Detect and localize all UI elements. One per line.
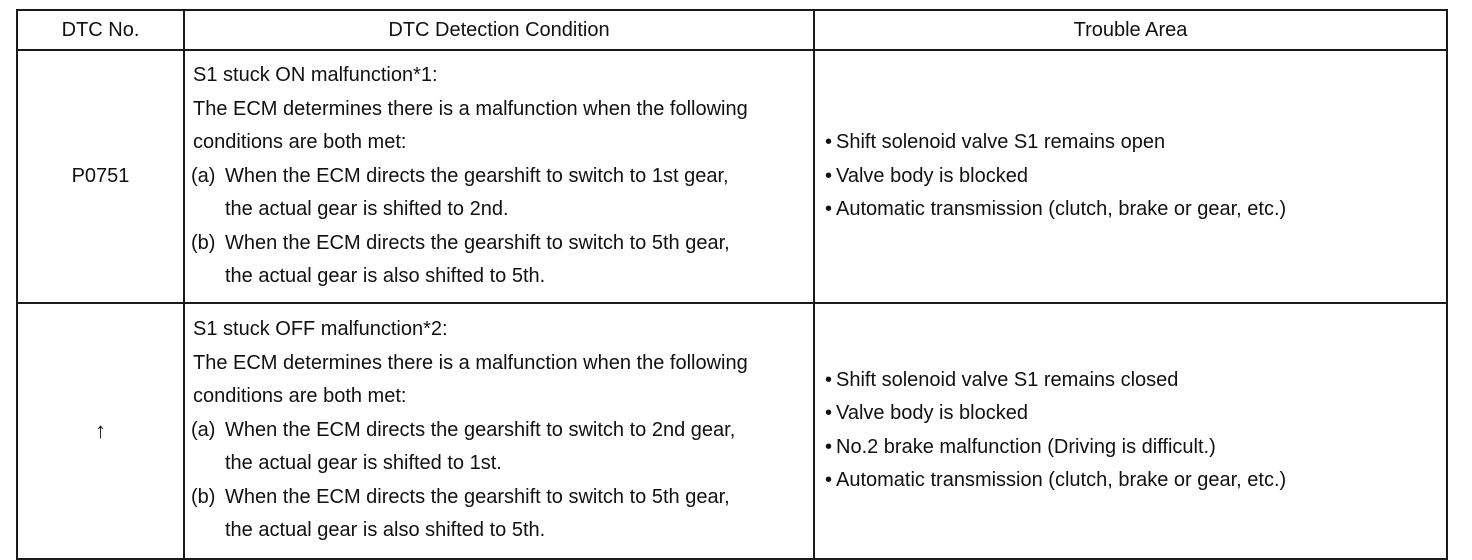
condition-item-label: (b): [191, 231, 216, 254]
list-item: [825, 160, 1440, 194]
condition-title: S1 stuck OFF malfunction*2:: [193, 318, 448, 341]
bullet-icon: •: [825, 402, 833, 424]
bullet-icon: •: [825, 164, 833, 187]
table-row: [17, 303, 1447, 559]
table-row: [17, 50, 1447, 303]
condition-item-text: When the ECM directs the gearshift to switch to 1st gear,: [225, 164, 729, 187]
dtc-code: P0751: [71, 164, 130, 187]
bullet-icon: •: [825, 131, 833, 153]
list-item: [825, 464, 1440, 498]
list-item: [825, 126, 1440, 160]
header-detection-condition: DTC Detection Condition: [184, 10, 814, 50]
condition-intro: The ECM determines there is a malfunction when the following: [193, 351, 748, 374]
trouble-area-text: No.2 brake malfunction (Driving is difficult.): [836, 435, 1216, 458]
list-item: [825, 193, 1440, 227]
condition-item-continuation: the actual gear is also shifted to 5th.: [225, 519, 546, 542]
condition-item: [191, 481, 807, 515]
condition-item-continuation: the actual gear is also shifted to 5th.: [225, 265, 546, 287]
list-item: [825, 397, 1440, 431]
bullet-icon: •: [825, 435, 833, 458]
detection-condition-cell: [184, 303, 814, 559]
trouble-area-list: [825, 364, 1440, 498]
condition-intro: conditions are both met:: [193, 385, 407, 408]
detection-condition-cell: [184, 50, 814, 303]
condition-intro: The ECM determines there is a malfunction when the following: [193, 97, 748, 120]
condition-intro: conditions are both met:: [193, 131, 407, 153]
header-dtc-no: DTC No.: [17, 10, 184, 50]
trouble-area-text: Shift solenoid valve S1 remains open: [836, 131, 1166, 153]
bullet-icon: •: [825, 198, 833, 220]
trouble-area-text: Shift solenoid valve S1 remains closed: [836, 368, 1179, 391]
trouble-area-list: [825, 126, 1440, 227]
condition-item: [191, 160, 807, 194]
list-item: [825, 431, 1440, 465]
dtc-table: [16, 9, 1448, 560]
dtc-code-cell: [17, 50, 184, 303]
bullet-icon: •: [825, 469, 833, 491]
condition-item: [191, 414, 807, 448]
trouble-area-cell: [814, 50, 1447, 303]
trouble-area-text: Automatic transmission (clutch, brake or gear, etc.): [836, 469, 1287, 491]
condition-item: [191, 227, 807, 261]
bullet-icon: •: [825, 368, 833, 391]
condition-item-label: (a): [191, 164, 216, 187]
condition-title: S1 stuck ON malfunction*1:: [193, 64, 438, 86]
trouble-area-text: Automatic transmission (clutch, brake or gear, etc.): [836, 198, 1287, 220]
trouble-area-cell: [814, 303, 1447, 559]
condition-item-text: When the ECM directs the gearshift to switch to 2nd gear,: [225, 418, 736, 441]
condition-item-continuation: the actual gear is shifted to 2nd.: [225, 198, 509, 220]
condition-item-label: (a): [191, 418, 216, 441]
list-item: [825, 364, 1440, 398]
trouble-area-text: Valve body is blocked: [836, 402, 1028, 424]
header-trouble-area: Trouble Area: [814, 10, 1447, 50]
trouble-area-text: Valve body is blocked: [836, 164, 1028, 187]
dtc-code-cell: [17, 303, 184, 559]
up-arrow-icon: ↑: [95, 417, 106, 443]
condition-item-text: When the ECM directs the gearshift to switch to 5th gear,: [225, 231, 730, 254]
header-row: [17, 10, 1447, 50]
condition-item-continuation: the actual gear is shifted to 1st.: [225, 452, 502, 475]
condition-item-label: (b): [191, 485, 216, 508]
condition-item-text: When the ECM directs the gearshift to switch to 5th gear,: [225, 485, 730, 508]
